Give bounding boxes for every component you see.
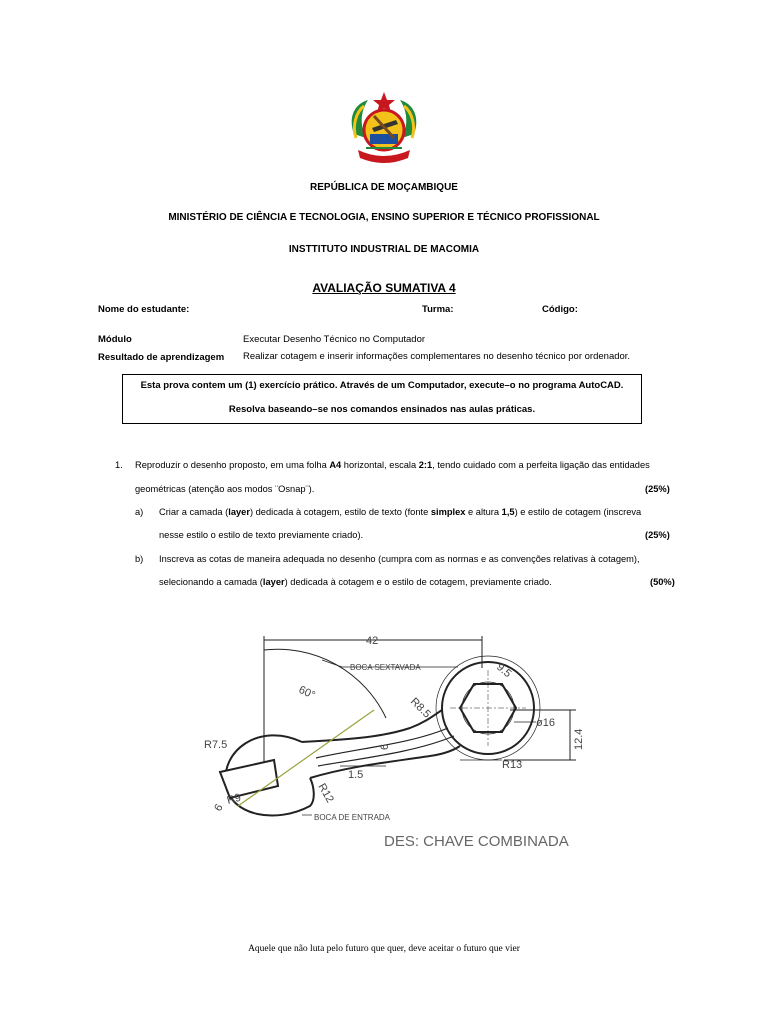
q1-text-e: , tendo cuidado com a perfeita ligação das entidades xyxy=(432,460,650,470)
question-1-line-2: geométricas (atenção aos modos ¨Osnap¨). xyxy=(135,484,315,494)
boca-entrada-label: BOCA DE ENTRADA xyxy=(314,813,391,822)
b-text-a: selecionando a camada ( xyxy=(159,577,263,587)
code-label: Código: xyxy=(542,304,578,315)
a-text-a: Criar a camada ( xyxy=(159,507,229,517)
subitem-a-letter: a) xyxy=(135,507,144,517)
angle-60-arc xyxy=(264,649,386,718)
angle-60-text: 60° xyxy=(296,683,317,702)
q1-text-c: horizontal, escala xyxy=(341,460,419,470)
a-text-b: layer xyxy=(228,507,250,517)
national-emblem xyxy=(346,90,422,170)
diameter-16-text: ø16 xyxy=(536,717,555,729)
dim-1-5-text: 1.5 xyxy=(348,769,364,781)
republic-heading: REPÚBLICA DE MOÇAMBIQUE xyxy=(310,182,458,193)
outcome-label: Resultado de aprendizagem xyxy=(98,352,225,363)
dim-42-text: 42 xyxy=(366,635,379,647)
exam-title: AVALIAÇÃO SUMATIVA 4 xyxy=(312,281,456,295)
b-text-c: ) dedicada à cotagem e o estilo de cotagem, previamente criado. xyxy=(284,577,552,587)
institute-heading: INSTTITUTO INDUSTRIAL DE MACOMIA xyxy=(288,244,480,255)
student-name-label: Nome do estudante: xyxy=(98,304,190,315)
q1-text-b: A4 xyxy=(329,460,342,470)
open-end-jaw xyxy=(220,760,278,798)
dim-9-5-text: 9.5 xyxy=(494,661,514,681)
class-label: Turma: xyxy=(422,304,454,315)
dim-12-4-text: 12.4 xyxy=(573,728,585,750)
b-text-b: layer xyxy=(262,577,285,587)
subitem-b-percent: (50%) xyxy=(650,577,675,587)
q1-text-a: Reproduzir o desenho proposto, em uma folha xyxy=(135,460,330,470)
drawing-caption: DES: CHAVE COMBINADA xyxy=(384,833,569,850)
handle-groove xyxy=(316,728,448,758)
a-text-g: ) e estilo de cotagem (inscreva xyxy=(514,507,642,517)
ministry-heading: MINISTÉRIO DE CIÊNCIA E TECNOLOGIA, ENSINO SUPERIOR E TÉCNICO PROFISSIONAL xyxy=(168,212,600,223)
construction-line-60 xyxy=(238,710,374,806)
dim-6-text: 6 xyxy=(379,743,391,750)
radius-8-5-text: R8.5 xyxy=(407,695,433,721)
subitem-b-line-1: Inscreva as cotas de maneira adequada no desenho (cumpra com as normas e as convenções relativas à cotagem), xyxy=(159,554,640,564)
q1-text-d: 2:1 xyxy=(418,460,433,470)
a-text-f: 1,5 xyxy=(501,507,515,517)
footer-quote: Aquele que não luta pelo futuro que quer, deve aceitar o futuro que vier xyxy=(248,944,520,954)
notice-line-1: Esta prova contem um (1) exercício prático. Através de um Computador, execute–o no programa AutoCAD. xyxy=(140,380,624,391)
a-text-d: simplex xyxy=(430,507,466,517)
module-label: Módulo xyxy=(98,334,132,345)
notice-line-2: Resolva baseando–se nos comandos ensinados nas aulas práticas. xyxy=(228,404,536,415)
dim-6b-text: 6 xyxy=(212,802,226,814)
a-text-c: ) dedicada à cotagem, estilo de texto (fonte xyxy=(249,507,431,517)
a-text-e: e altura xyxy=(465,507,502,517)
subitem-b-line-2 xyxy=(159,577,552,587)
radius-9-text: R9 xyxy=(225,791,243,807)
subitem-a-line-2: nesse estilo o estilo de texto previamente criado). xyxy=(159,530,364,540)
radius-13-text: R13 xyxy=(502,759,523,771)
boca-sextavada-label: BOCA SEXTAVADA xyxy=(350,663,421,672)
radius-12-text: R12 xyxy=(315,781,336,805)
outcome-value: Realizar cotagem e inserir informações complementares no desenho técnico por ordenador. xyxy=(243,351,631,362)
question-1-line-1 xyxy=(135,460,680,470)
question-1-percent: (25%) xyxy=(645,484,670,494)
subitem-b-letter: b) xyxy=(135,554,144,564)
notice-box xyxy=(122,374,642,424)
subitem-a-line-1 xyxy=(159,507,641,517)
subitem-a-percent: (25%) xyxy=(645,530,670,540)
module-value: Executar Desenho Técnico no Computador xyxy=(243,334,426,345)
technical-drawing xyxy=(190,610,600,870)
question-number: 1. xyxy=(115,460,123,470)
radius-7-5-text: R7.5 xyxy=(204,739,228,751)
